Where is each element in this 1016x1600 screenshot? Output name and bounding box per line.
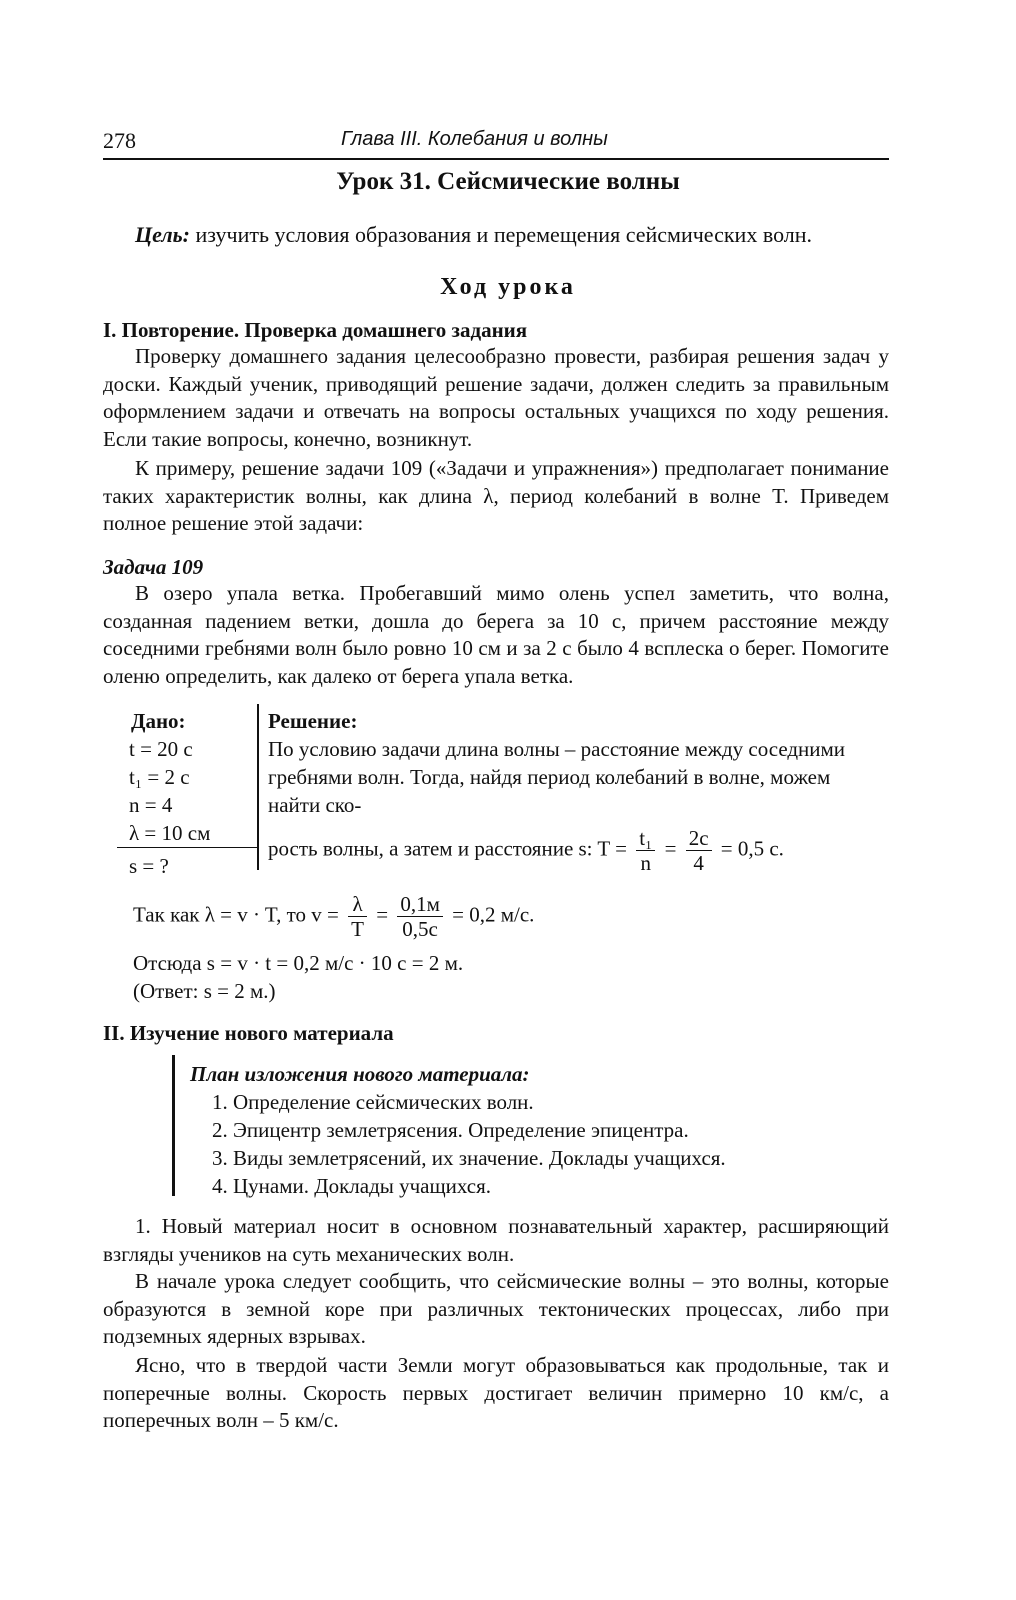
given-solution-divider bbox=[257, 704, 259, 870]
plan-item: 4. Цунами. Доклады учащихся. bbox=[212, 1174, 492, 1198]
calc-speed-prefix: Так как λ = v · T, то v = bbox=[133, 902, 345, 927]
fraction-2c-over-4 bbox=[686, 826, 712, 875]
plan-item: 2. Эпицентр землетрясения. Определение эпицентра. bbox=[212, 1118, 689, 1142]
given-item: t₁ = 2 с bbox=[129, 765, 190, 789]
fraction-denominator: 4 bbox=[693, 851, 704, 875]
solution-formula-prefix: рость волны, а затем и расстояние s: T = bbox=[268, 836, 633, 861]
fraction-denominator: T bbox=[351, 917, 364, 941]
answer-line: (Ответ: s = 2 м.) bbox=[133, 979, 276, 1003]
lesson-aim bbox=[135, 222, 812, 248]
fraction-numerator: t₁ bbox=[636, 826, 655, 851]
paragraph-new-2: В начале урока следует сообщить, что сейсмические волны – это волны, которые образуются в земной коре при различных тектонических процессах, либо при подземных ядерных взрывах. bbox=[103, 1269, 889, 1348]
fraction-denominator: n bbox=[640, 851, 652, 875]
section-heading-new-material: II. Изучение нового материала bbox=[103, 1021, 394, 1045]
paragraph-review-2: К примеру, решение задачи 109 («Задачи и упражнения») предполагает понимание таких характеристик волны, как длина λ, период колебаний в волне T. Приведем полное решение этой задачи: bbox=[103, 456, 889, 535]
task-title: Задача 109 bbox=[103, 555, 204, 579]
solution-label: Решение: bbox=[268, 709, 358, 733]
given-item: λ = 10 см bbox=[117, 819, 257, 848]
fraction-lambda-over-t bbox=[348, 892, 367, 941]
section-heading-review: I. Повторение. Проверка домашнего задания bbox=[103, 318, 528, 342]
fraction-numerator: λ bbox=[348, 892, 367, 917]
solution-formula-line bbox=[268, 826, 784, 875]
fraction-t1-over-n bbox=[636, 826, 655, 875]
plan-block bbox=[190, 1060, 726, 1200]
paragraph-new-1: 1. Новый материал носит в основном познавательный характер, расширяющий взгляды учеников на суть механических волн. bbox=[103, 1214, 889, 1266]
given-item: t = 20 с bbox=[129, 737, 193, 761]
calc-speed-suffix: = 0,2 м/с. bbox=[452, 902, 535, 927]
aim-label: Цель: bbox=[135, 222, 190, 247]
course-title: Ход урока bbox=[440, 274, 576, 300]
solution-block bbox=[268, 707, 868, 819]
given-block bbox=[117, 707, 257, 880]
paragraph-new-3: Ясно, что в твердой части Земли могут образовываться как продольные, так и поперечные волны. Скорость первых достигает величин примерно 10 км/с, а поперечных волн – 5 км/с. bbox=[103, 1353, 889, 1432]
plan-vertical-bar bbox=[172, 1055, 175, 1196]
solution-formula-suffix: = 0,5 с. bbox=[720, 836, 784, 861]
plan-item: 1. Определение сейсмических волн. bbox=[212, 1090, 534, 1114]
equals-sign: = bbox=[376, 902, 394, 927]
page-number: 278 bbox=[103, 128, 136, 153]
given-label: Дано: bbox=[131, 709, 186, 733]
page-header bbox=[103, 128, 889, 160]
equals-sign: = bbox=[664, 836, 682, 861]
plan-item: 3. Виды землетрясений, их значение. Доклады учащихся. bbox=[212, 1146, 726, 1170]
plan-title: План изложения нового материала: bbox=[190, 1062, 530, 1086]
lesson-title: Урок 31. Сейсмические волны bbox=[336, 168, 680, 195]
given-item: n = 4 bbox=[129, 793, 173, 817]
running-title: Глава III. Колебания и волны bbox=[341, 128, 608, 150]
fraction-denominator: 0,5с bbox=[402, 917, 438, 941]
solution-text: По условию задачи длина волны – расстояние между соседними гребнями волн. Тогда, найдя период колебаний в волне, можем найти ско- bbox=[268, 737, 846, 817]
fraction-numerator: 2с bbox=[686, 826, 712, 851]
task-text: В озеро упала ветка. Пробегавший мимо олень успел заметить, что волна, созданная падением ветки, дошла до берега за 10 с, причем расстояние между соседними гребнями волн было ровно 10 см и за 2 с было 4 всплеска о берег. Помогите оленю определить, как далеко от берега упала ветка. bbox=[103, 581, 889, 688]
fraction-values bbox=[397, 892, 443, 941]
calculation-speed bbox=[133, 892, 534, 941]
paragraph-review-1: Проверку домашнего задания целесообразно провести, разбирая решения задач у доски. Каждый ученик, приводящий решение задачи, должен следить за правильным оформлением задачи и отвечать на вопросы остальных учащихся по ходу решения. Если такие вопросы, конечно, возникнут. bbox=[103, 344, 889, 451]
aim-text: изучить условия образования и перемещения сейсмических волн. bbox=[190, 222, 813, 247]
calculation-distance: Отсюда s = v · t = 0,2 м/с · 10 с = 2 м. bbox=[133, 951, 464, 975]
fraction-numerator: 0,1м bbox=[397, 892, 443, 917]
find-item: s = ? bbox=[129, 854, 169, 878]
